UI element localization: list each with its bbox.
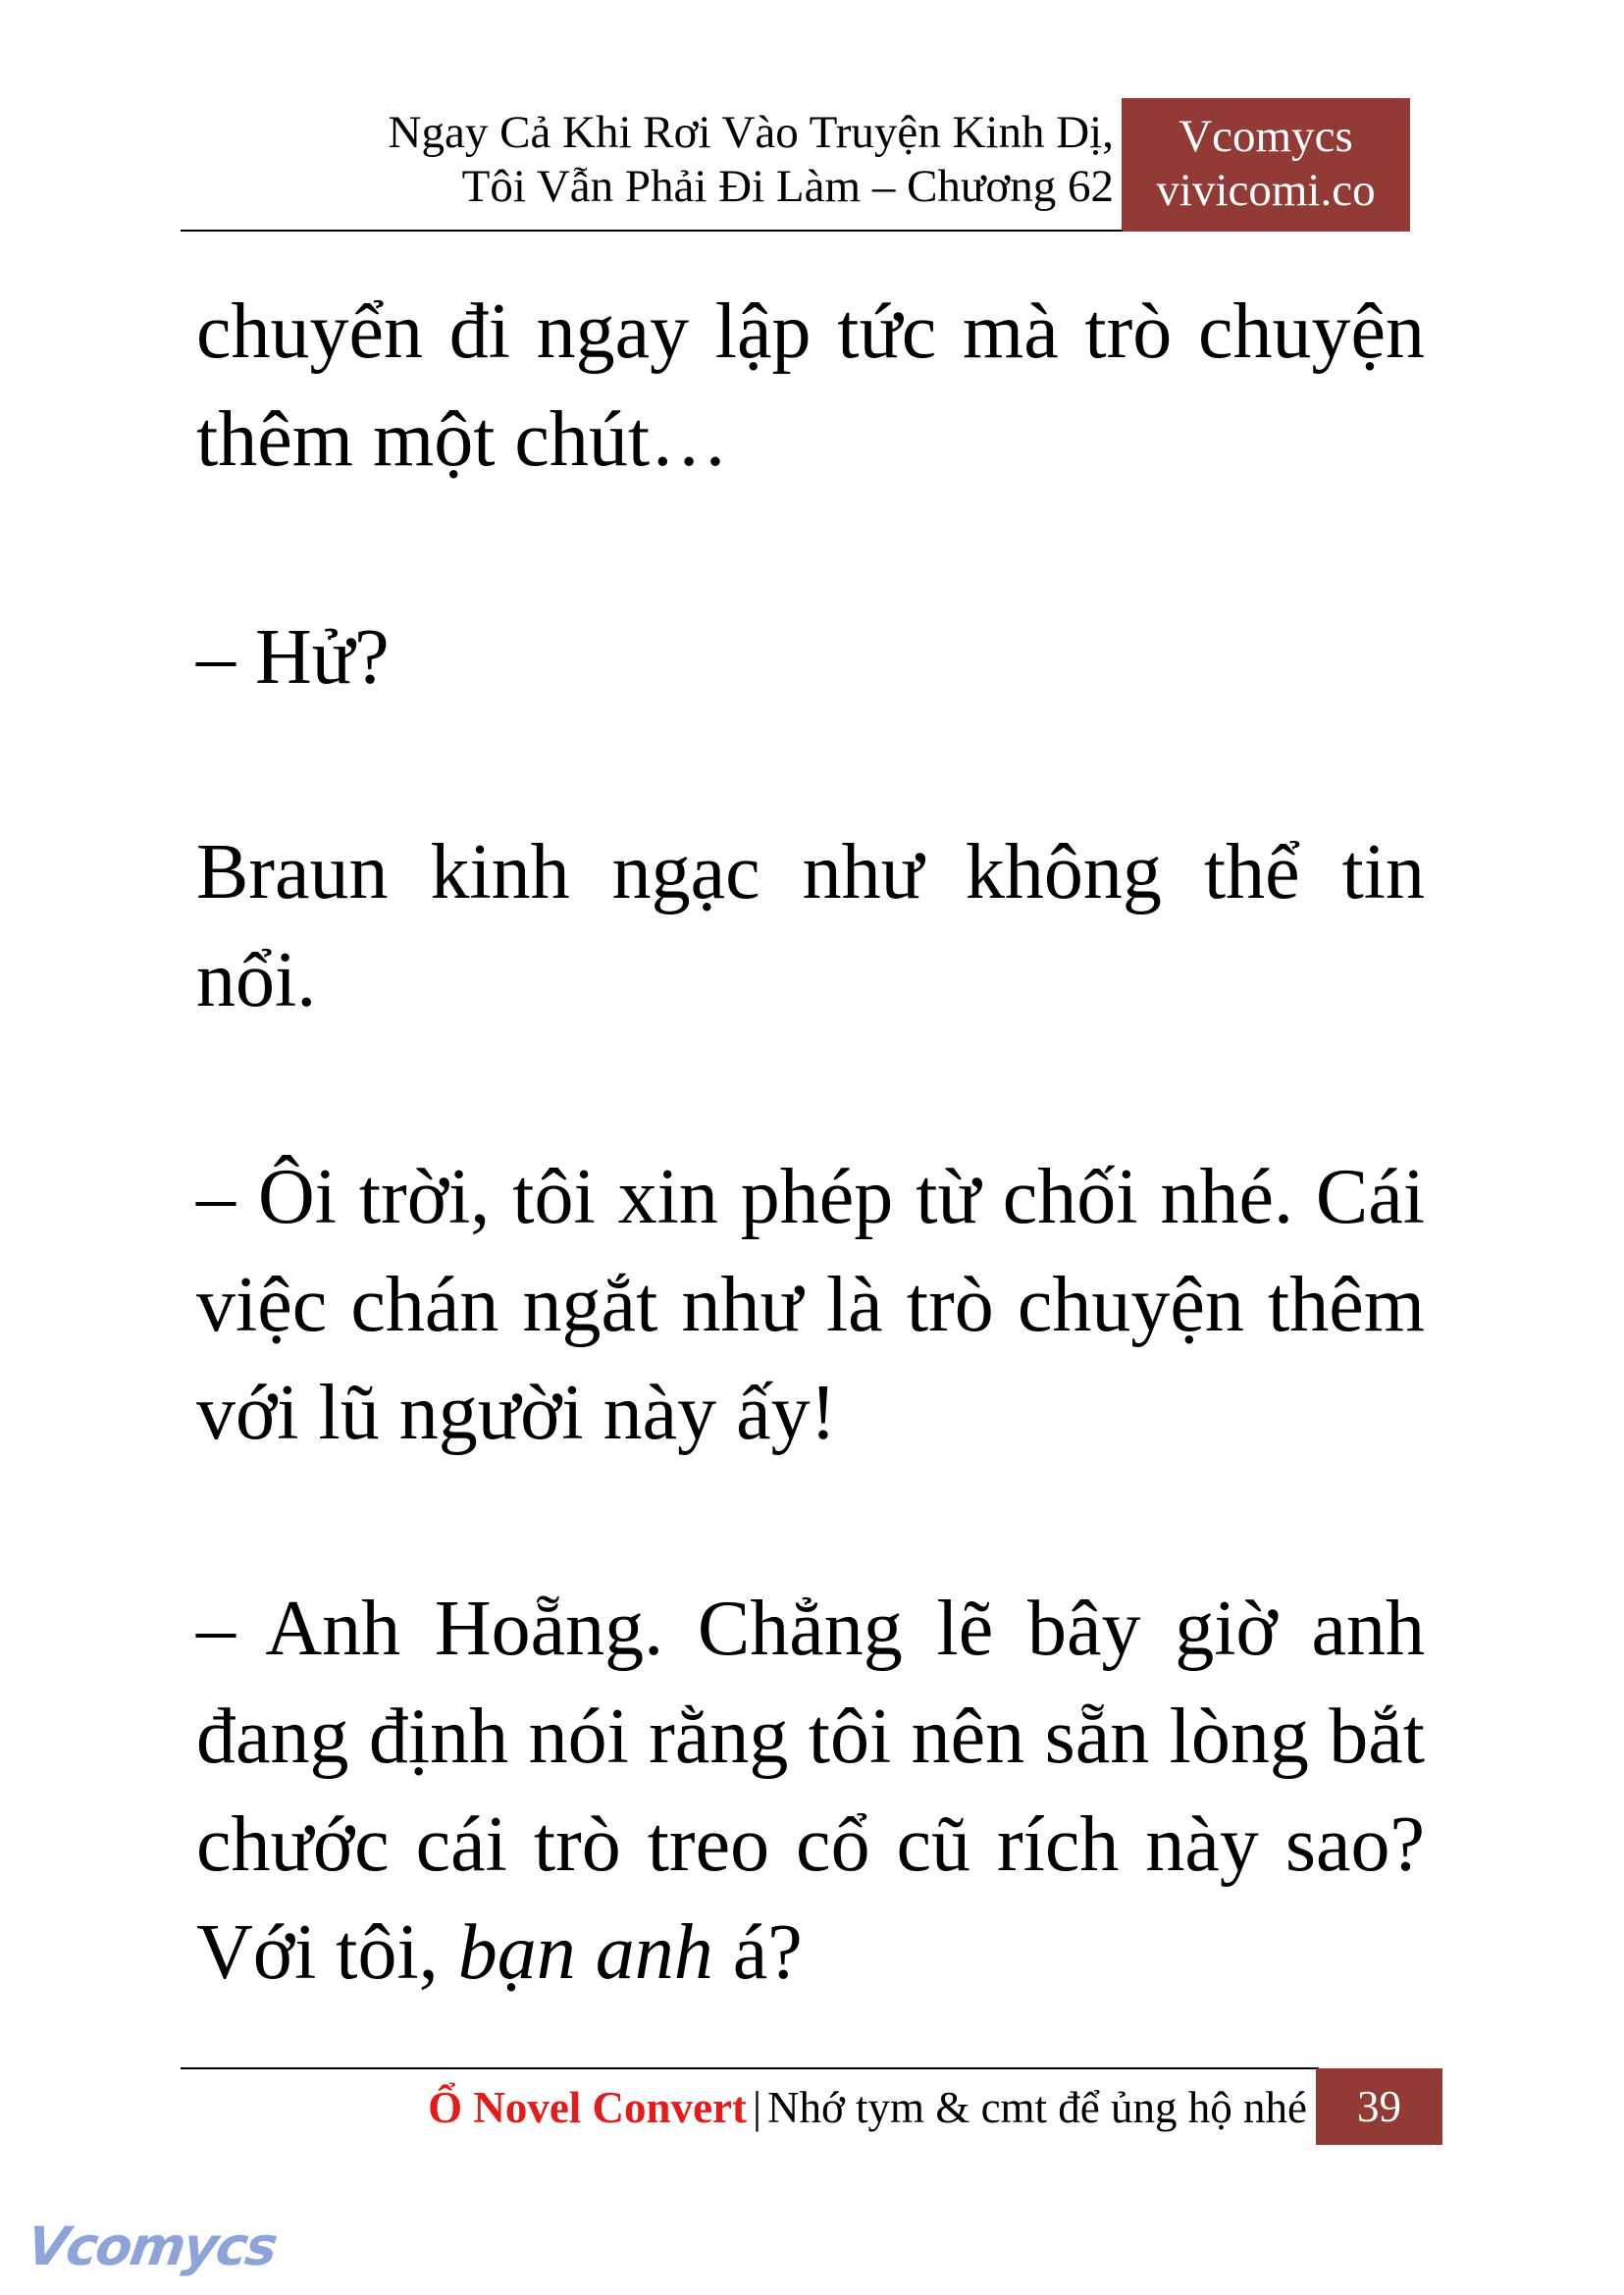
footer-brand: Ổ Novel Convert (428, 2083, 747, 2132)
chapter-title-line-2: Tôi Vẫn Phải Đi Làm – Chương 62 (461, 161, 1114, 212)
brand-domain: vivicomi.co (1156, 165, 1376, 216)
footer-note: Nhớ tym & cmt để ủng hộ nhé (767, 2083, 1307, 2132)
chapter-title-line-1: Ngay Cả Khi Rơi Vào Truyện Kinh Dị, (388, 107, 1114, 158)
footer-credit (181, 2078, 1307, 2137)
watermark-text: Vcomycs (23, 2216, 281, 2277)
paragraph-3: Braun kinh ngạc như không thể tin nổi. (196, 829, 1425, 1023)
footer-separator: | (753, 2083, 762, 2132)
paragraph-4: – Ôi trời, tôi xin phép từ chối nhé. Cái việc chán ngắt như là trò chuyện thêm với lũ người này ấy! (196, 1154, 1425, 1456)
paragraph-1: chuyển đi ngay lập tức mà trò chuyện thêm một chút… (196, 288, 1425, 483)
brand-badge (1122, 98, 1410, 232)
footer-divider (181, 2067, 1319, 2069)
page-number-value: 39 (1357, 2082, 1401, 2131)
vcomycs-logo-icon (23, 2213, 281, 2281)
paragraph-5-text: – Anh Hoẵng. Chẳng lẽ bây giờ anh đang định nói rằng tôi nên sẵn lòng bắt chước cái trò treo cổ cũ rích này sao? Với tôi, (196, 1586, 1425, 1996)
page-number (1316, 2068, 1442, 2145)
header-divider (181, 230, 1123, 232)
brand-name: Vcomycs (1179, 111, 1353, 162)
paragraph-5 (196, 1575, 1425, 2007)
paragraph-2: – Hử? (196, 614, 390, 701)
paragraph-5-italic: bạn anh (457, 1909, 713, 1996)
chapter-title (181, 106, 1114, 214)
paragraph-5-end: á? (712, 1909, 803, 1996)
